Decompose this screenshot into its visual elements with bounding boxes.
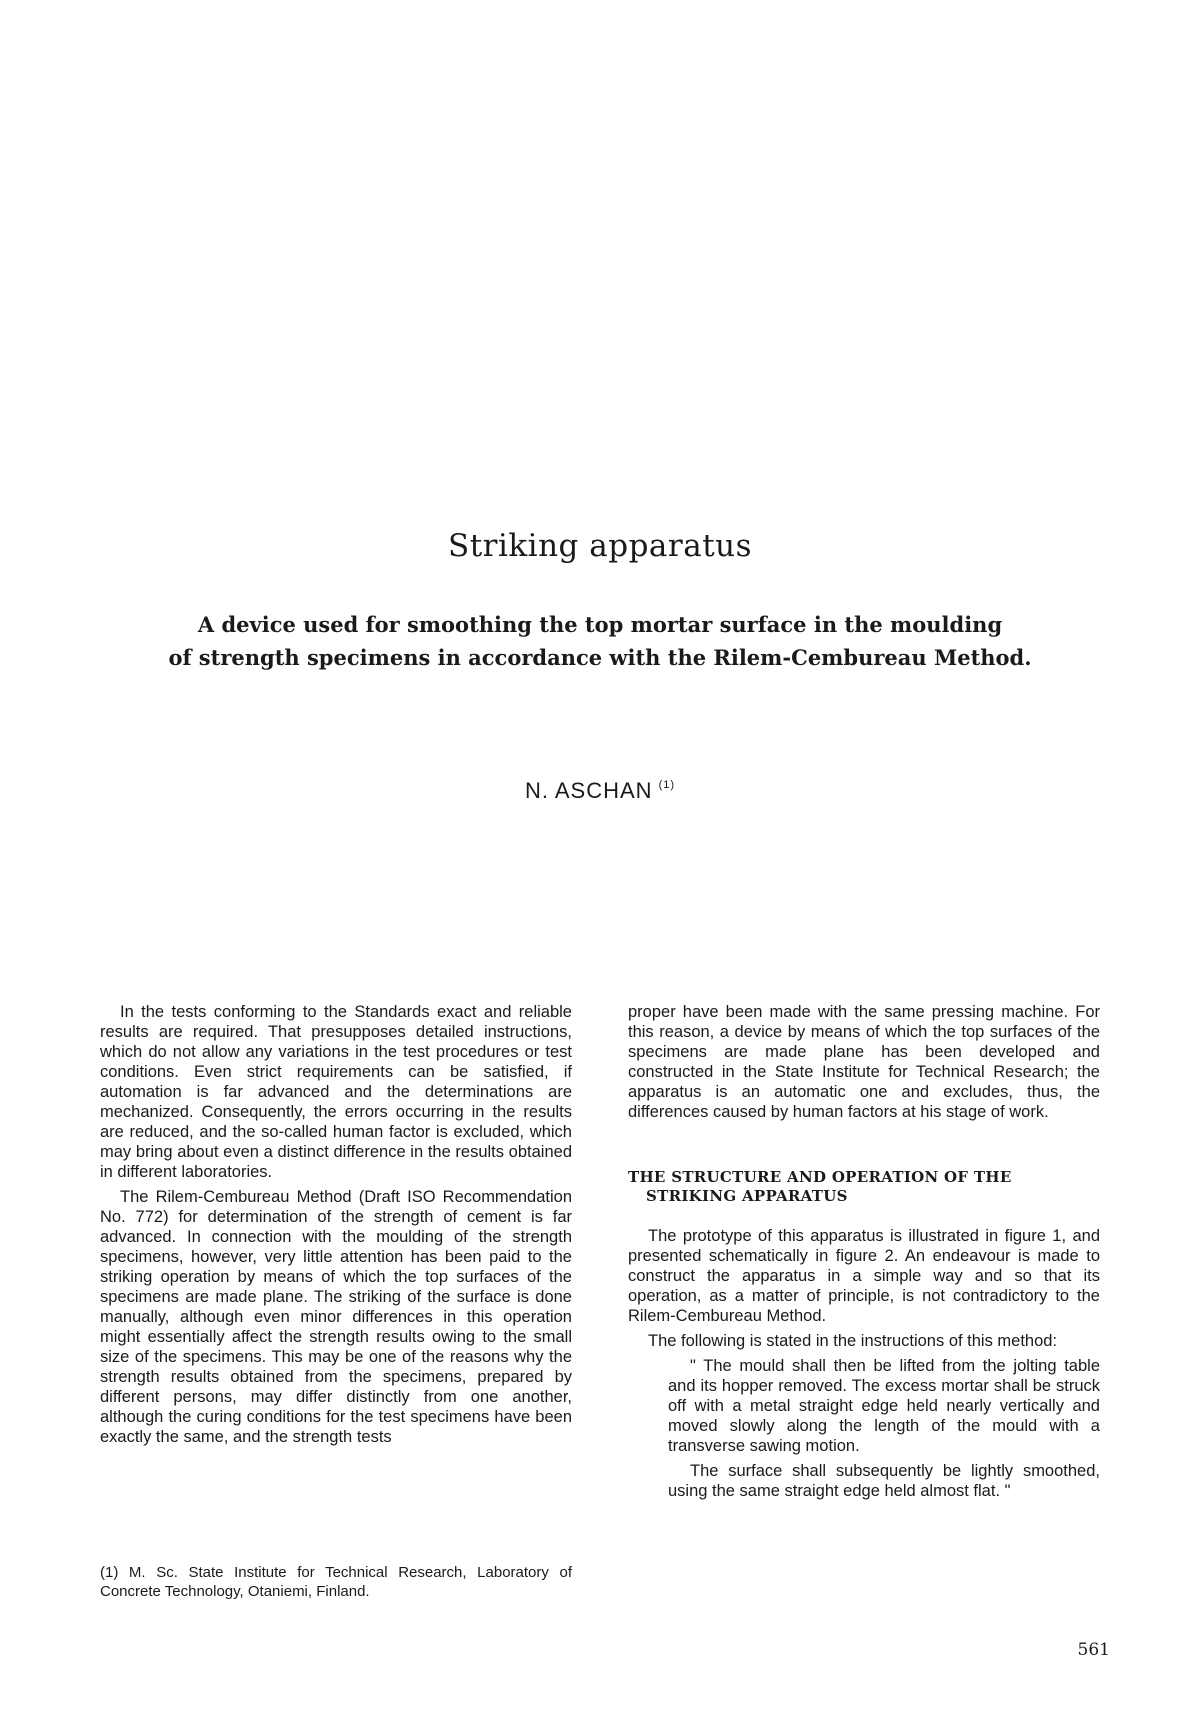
left-paragraph-1: In the tests conforming to the Standards exact and reliable results are required. That presupposes detailed instructions, which do not allow any variations in the test procedures or test conditions. Even strict requirements can be satisfied, if automation is far advanced and the determinations are mechanized. Consequently, the errors occurring in the results are reduced, and the so-called human factor is excluded, which may bring about even a distinct difference in the results obtained in different laboratories. <box>100 1003 572 1181</box>
left-column <box>100 1002 572 1452</box>
author-footnote-ref: (1) <box>658 779 676 791</box>
subtitle <box>100 608 1100 674</box>
quoted-instructions <box>628 1356 1100 1501</box>
subtitle-line-2: of strength specimens in accordance with the Rilem-Cembureau Method. <box>168 645 1032 670</box>
author-name: N. ASCHAN <box>524 778 653 803</box>
right-paragraph-2: The following is stated in the instructions of this method: <box>648 1332 1058 1350</box>
author <box>0 778 1200 804</box>
footnote: (1) M. Sc. State Institute for Technical Research, Laboratory of Concrete Technology, Otaniemi, Finland. <box>100 1564 572 1600</box>
page-title: Striking apparatus <box>447 528 753 564</box>
quote-paragraph-2: The surface shall subsequently be lightly smoothed, using the same straight edge held almost flat. " <box>668 1462 1100 1500</box>
right-column <box>628 1002 1100 1506</box>
left-paragraph-2: The Rilem-Cembureau Method (Draft ISO Recommendation No. 772) for determination of the strength of cement is far advanced. In connection with the moulding of the strength specimens, however, very little attention has been paid to the striking operation by means of which the top surfaces of the specimens are made plane. The striking of the surface is done manually, although even minor differences in this operation might essentially affect the strength results owing to the small size of the specimens. This may be one of the reasons why the strength results obtained from the specimens, prepared by different persons, may differ distinctly from one another, although the curing conditions for the test specimens have been exactly the same, and the strength tests <box>100 1188 572 1446</box>
subtitle-line-1: A device used for smoothing the top mortar surface in the moulding <box>197 612 1003 637</box>
right-paragraph-1: The prototype of this apparatus is illustrated in figure 1, and presented schematically in figure 2. An endeavour is made to construct the apparatus in a simple way and so that its operation, as a matter of principle, is not contradictory to the Rilem-Cembureau Method. <box>628 1227 1100 1325</box>
section-heading: THE STRUCTURE AND OPERATION OF THE STRIKING APPARATUS <box>628 1168 1012 1205</box>
page-number: 561 <box>1077 1640 1110 1660</box>
quote-paragraph-1: " The mould shall then be lifted from the jolting table and its hopper removed. The excess mortar shall be struck off with a metal straight edge held nearly vertically and moved slowly along the length of the mould with a transverse sawing motion. <box>668 1357 1100 1455</box>
right-continuation-paragraph: proper have been made with the same pressing machine. For this reason, a device by means of which the top surfaces of the specimens are made plane has been developed and constructed in the State Institute for Technical Research; the apparatus is an automatic one and excludes, thus, the differences caused by human factors at his stage of work. <box>628 1003 1100 1121</box>
